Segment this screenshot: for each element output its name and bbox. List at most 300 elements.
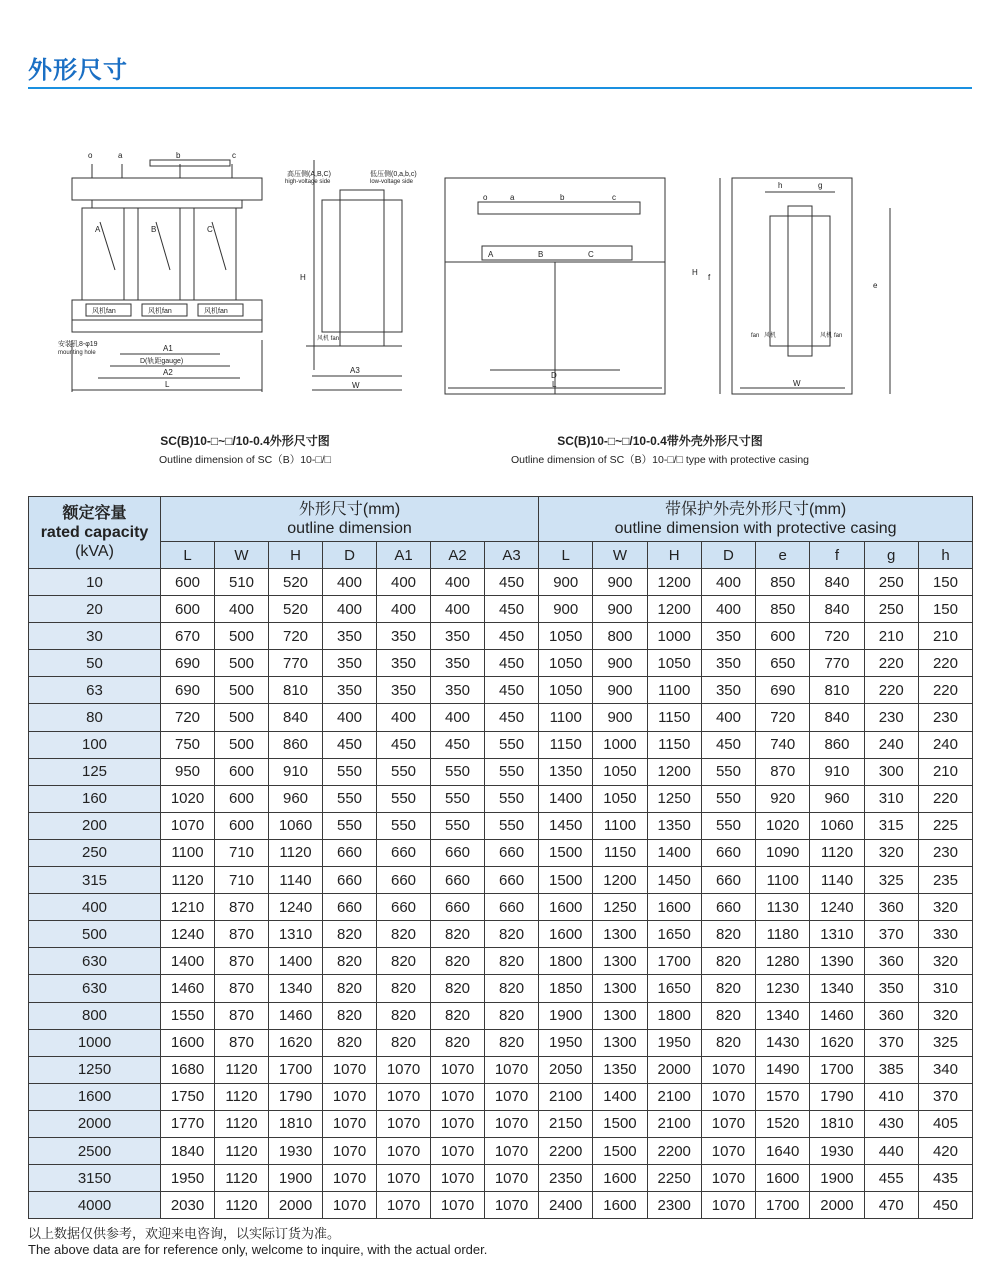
- dimension-cell: 360: [864, 948, 918, 975]
- table-column-header-row: [29, 542, 973, 569]
- dimension-cell: 350: [323, 677, 377, 704]
- dimension-cell: 350: [377, 650, 431, 677]
- dimension-cell: 550: [431, 758, 485, 785]
- dimension-cell: 1340: [269, 975, 323, 1002]
- table-header-group-row: [29, 497, 973, 542]
- dimension-cell: 660: [323, 839, 377, 866]
- capacity-cell: 4000: [29, 1192, 161, 1219]
- side-view-labels: [285, 169, 417, 390]
- capacity-cell: 30: [29, 623, 161, 650]
- dimension-cell: 870: [215, 975, 269, 1002]
- dimension-cell: 220: [864, 650, 918, 677]
- dimension-cell: 1090: [756, 839, 810, 866]
- dimension-cell: 450: [485, 704, 539, 731]
- capacity-cell: 125: [29, 758, 161, 785]
- dimension-cell: 870: [215, 921, 269, 948]
- dimension-cell: 510: [215, 569, 269, 596]
- dimension-cell: 370: [918, 1083, 972, 1110]
- dimension-cell: 820: [485, 921, 539, 948]
- dimension-cell: 315: [864, 812, 918, 839]
- dimension-cell: 870: [215, 948, 269, 975]
- dimension-cell: 250: [864, 569, 918, 596]
- dimension-cell: 960: [269, 785, 323, 812]
- dimension-cell: 1070: [701, 1165, 755, 1192]
- dimension-cell: 1070: [323, 1110, 377, 1137]
- dimension-cell: 820: [701, 1029, 755, 1056]
- dimension-cell: 2000: [810, 1192, 864, 1219]
- capacity-cell: 200: [29, 812, 161, 839]
- table-row: [29, 569, 973, 596]
- dimension-cell: 660: [485, 839, 539, 866]
- dimension-cell: 1900: [269, 1165, 323, 1192]
- dimension-cell: 550: [323, 812, 377, 839]
- dimension-cell: 1120: [215, 1110, 269, 1137]
- dimension-cell: 1120: [215, 1083, 269, 1110]
- dimension-cell: 900: [539, 596, 593, 623]
- dimension-cell: 1340: [810, 975, 864, 1002]
- dimension-cell: 1120: [215, 1056, 269, 1083]
- dimension-cell: 550: [431, 785, 485, 812]
- dimension-cell: 1430: [756, 1029, 810, 1056]
- dimension-cell: 550: [701, 785, 755, 812]
- column-header-outline-l: L: [161, 542, 215, 569]
- casing-label-fan-right: fan: [834, 333, 843, 339]
- dimension-cell: 450: [701, 731, 755, 758]
- capacity-cell: 2000: [29, 1110, 161, 1137]
- outline-dimension-header: [161, 497, 539, 542]
- dimension-cell: 1300: [593, 975, 647, 1002]
- dimension-cell: 2000: [647, 1056, 701, 1083]
- capacity-cell: 80: [29, 704, 161, 731]
- footnote: [28, 1226, 487, 1258]
- dimension-cell: 350: [377, 677, 431, 704]
- dimension-cell: 810: [810, 677, 864, 704]
- dimension-cell: 1070: [485, 1056, 539, 1083]
- dimension-cell: 740: [756, 731, 810, 758]
- dimension-cell: 400: [377, 704, 431, 731]
- dimension-cell: 550: [701, 812, 755, 839]
- dimension-cell: 300: [864, 758, 918, 785]
- dimension-cell: 600: [215, 785, 269, 812]
- casing-side-drawing: [720, 178, 890, 394]
- dimension-cell: 1070: [377, 1137, 431, 1164]
- dimension-cell: 520: [269, 596, 323, 623]
- table-row: [29, 812, 973, 839]
- dimension-cell: 660: [431, 894, 485, 921]
- dimension-cell: 1070: [377, 1192, 431, 1219]
- dimension-cell: 2350: [539, 1165, 593, 1192]
- dimension-cell: 1810: [810, 1110, 864, 1137]
- dimension-cell: 1050: [593, 785, 647, 812]
- dimension-cell: 720: [810, 623, 864, 650]
- dimension-cell: 1050: [539, 623, 593, 650]
- dimension-cell: 1900: [539, 1002, 593, 1029]
- dimension-cell: 820: [485, 1029, 539, 1056]
- label-a1: A1: [163, 344, 173, 353]
- dimension-cell: 870: [215, 1029, 269, 1056]
- dimension-cell: 1050: [539, 650, 593, 677]
- dimension-cell: 2150: [539, 1110, 593, 1137]
- label-c: c: [232, 151, 236, 160]
- dimension-cell: 1070: [431, 1137, 485, 1164]
- dimension-cell: 600: [215, 758, 269, 785]
- dimension-cell: 1600: [647, 894, 701, 921]
- dimension-cell: 1000: [593, 731, 647, 758]
- table-row: [29, 1110, 973, 1137]
- column-header-casing-d: D: [701, 542, 755, 569]
- table-row: [29, 867, 973, 894]
- dimension-cell: 1550: [161, 1002, 215, 1029]
- dimension-cell: 350: [701, 623, 755, 650]
- dimension-cell: 910: [810, 758, 864, 785]
- capacity-header-cn: 额定容量: [62, 505, 127, 522]
- dimension-cell: 1070: [431, 1056, 485, 1083]
- dimension-cell: 1460: [269, 1002, 323, 1029]
- casing-label-fan-left: fan: [751, 333, 760, 339]
- dimension-cell: 1100: [161, 839, 215, 866]
- dimension-cell: 860: [810, 731, 864, 758]
- dimension-cell: 1120: [215, 1137, 269, 1164]
- dimension-cell: 690: [756, 677, 810, 704]
- dimension-cell: 720: [269, 623, 323, 650]
- dimension-cell: 1640: [756, 1137, 810, 1164]
- dimension-cell: 1490: [756, 1056, 810, 1083]
- dimension-cell: 900: [593, 677, 647, 704]
- casing-label-d: D: [551, 371, 557, 380]
- dimension-cell: 320: [918, 948, 972, 975]
- dimension-cell: 710: [215, 867, 269, 894]
- dimension-cell: 720: [756, 704, 810, 731]
- outline-drawings: [0, 140, 1000, 470]
- dimension-cell: 150: [918, 596, 972, 623]
- dimension-cell: 660: [485, 894, 539, 921]
- dimension-cell: 1500: [593, 1137, 647, 1164]
- dimension-cell: 550: [323, 758, 377, 785]
- dimension-cell: 1200: [647, 569, 701, 596]
- dimension-cell: 1350: [647, 812, 701, 839]
- dimension-cell: 1120: [810, 839, 864, 866]
- dimension-cell: 220: [918, 650, 972, 677]
- dimension-cell: 1070: [701, 1110, 755, 1137]
- dimension-cell: 1200: [647, 596, 701, 623]
- table-row: [29, 1165, 973, 1192]
- dimension-cell: 600: [161, 596, 215, 623]
- dimension-cell: 1120: [215, 1192, 269, 1219]
- dimension-cell: 2250: [647, 1165, 701, 1192]
- dimension-cell: 820: [377, 921, 431, 948]
- label-hv-side: 高压侧(A,B,C): [287, 171, 331, 178]
- dimension-cell: 310: [864, 785, 918, 812]
- label-b: b: [176, 151, 181, 160]
- dimension-cell: 1770: [161, 1110, 215, 1137]
- dimension-cell: 800: [593, 623, 647, 650]
- dimension-cell: 1200: [647, 758, 701, 785]
- dimension-cell: 1300: [593, 948, 647, 975]
- dimension-cell: 660: [431, 839, 485, 866]
- right-caption-cn: SC(B)10-□~□/10-0.4带外壳外形尺寸图: [557, 434, 763, 448]
- dimension-cell: 450: [485, 569, 539, 596]
- capacity-cell: 630: [29, 975, 161, 1002]
- dimension-cell: 820: [323, 1002, 377, 1029]
- dimension-cell: 820: [323, 975, 377, 1002]
- dimension-cell: 840: [810, 569, 864, 596]
- table-row: [29, 623, 973, 650]
- capacity-cell: 800: [29, 1002, 161, 1029]
- dimension-cell: 650: [756, 650, 810, 677]
- dimension-cell: 1070: [377, 1056, 431, 1083]
- label-l: L: [165, 380, 170, 389]
- capacity-cell: 400: [29, 894, 161, 921]
- label-mount-hole: 安装孔8-φ19: [58, 341, 98, 348]
- casing-label-phase-c: C: [588, 250, 594, 259]
- dimension-cell: 1070: [323, 1083, 377, 1110]
- dimension-cell: 660: [377, 894, 431, 921]
- dimension-cell: 660: [701, 894, 755, 921]
- dimension-cell: 820: [701, 921, 755, 948]
- dimension-cell: 310: [918, 975, 972, 1002]
- dimension-cell: 1620: [269, 1029, 323, 1056]
- dimension-cell: 400: [323, 596, 377, 623]
- dimension-cell: 210: [918, 623, 972, 650]
- dimension-cell: 840: [810, 596, 864, 623]
- table-row: [29, 785, 973, 812]
- table-row: [29, 1192, 973, 1219]
- label-fan-side: 风机 fan: [317, 336, 340, 342]
- dimension-cell: 600: [215, 812, 269, 839]
- label-phase-c: C: [207, 225, 213, 234]
- dimension-cell: 810: [269, 677, 323, 704]
- dimension-cell: 2100: [647, 1083, 701, 1110]
- dimension-cell: 1800: [539, 948, 593, 975]
- dimension-cell: 400: [377, 569, 431, 596]
- dimension-cell: 1060: [269, 812, 323, 839]
- table-row: [29, 894, 973, 921]
- dimension-cell: 1240: [269, 894, 323, 921]
- dimension-cell: 1310: [269, 921, 323, 948]
- capacity-cell: 315: [29, 867, 161, 894]
- dimension-cell: 1680: [161, 1056, 215, 1083]
- dimension-cell: 660: [377, 839, 431, 866]
- capacity-header-unit: (kVA): [75, 543, 114, 560]
- dimension-cell: 1250: [647, 785, 701, 812]
- table-row: [29, 921, 973, 948]
- dimension-cell: 1070: [485, 1110, 539, 1137]
- capacity-cell: 1250: [29, 1056, 161, 1083]
- dimension-cell: 1210: [161, 894, 215, 921]
- dimension-cell: 1070: [701, 1192, 755, 1219]
- dimension-cell: 1070: [323, 1165, 377, 1192]
- dimension-cell: 1070: [485, 1192, 539, 1219]
- dimension-cell: 520: [269, 569, 323, 596]
- dimension-cell: 600: [161, 569, 215, 596]
- dimension-cell: 1930: [269, 1137, 323, 1164]
- dimension-cell: 1050: [647, 650, 701, 677]
- outline-dimension-header-cn: 外形尺寸(mm): [298, 501, 401, 518]
- label-fan-3: 风机fan: [204, 308, 228, 315]
- dimension-cell: 240: [918, 731, 972, 758]
- dimension-cell: 400: [431, 704, 485, 731]
- dimension-cell: 220: [864, 677, 918, 704]
- dimension-cell: 1300: [593, 1029, 647, 1056]
- dimension-cell: 660: [323, 867, 377, 894]
- dimension-cell: 1150: [647, 731, 701, 758]
- dimension-cell: 1300: [593, 921, 647, 948]
- dimension-cell: 1070: [701, 1083, 755, 1110]
- dimension-cell: 1570: [756, 1083, 810, 1110]
- dimension-cell: 1500: [539, 867, 593, 894]
- dimension-cell: 660: [377, 867, 431, 894]
- dimension-cell: 225: [918, 812, 972, 839]
- dimension-cell: 1750: [161, 1083, 215, 1110]
- dimension-cell: 400: [323, 704, 377, 731]
- label-a2: A2: [163, 368, 173, 377]
- dimension-cell: 900: [593, 704, 647, 731]
- dimension-cell: 210: [864, 623, 918, 650]
- dimension-cell: 1310: [810, 921, 864, 948]
- dimension-cell: 1050: [539, 677, 593, 704]
- capacity-cell: 63: [29, 677, 161, 704]
- label-lv-side-en: low-voltage side: [370, 179, 414, 185]
- table-row: [29, 731, 973, 758]
- table-row: [29, 650, 973, 677]
- label-hv-side-en: high-voltage side: [285, 179, 331, 185]
- dimension-cell: 1070: [323, 1137, 377, 1164]
- dimension-cell: 360: [864, 1002, 918, 1029]
- table-row: [29, 1056, 973, 1083]
- dimension-cell: 1300: [593, 1002, 647, 1029]
- dimension-cell: 820: [701, 975, 755, 1002]
- casing-front-labels: [483, 193, 616, 389]
- front-view-labels: [58, 151, 236, 389]
- dimension-cell: 440: [864, 1137, 918, 1164]
- dimension-cell: 1180: [756, 921, 810, 948]
- dimension-cell: 350: [701, 650, 755, 677]
- dimension-cell: 770: [269, 650, 323, 677]
- dimension-cell: 820: [323, 921, 377, 948]
- column-header-outline-h: H: [269, 542, 323, 569]
- capacity-cell: 3150: [29, 1165, 161, 1192]
- dimension-cell: 1150: [647, 704, 701, 731]
- dimension-cell: 1070: [377, 1083, 431, 1110]
- dimension-cell: 350: [323, 650, 377, 677]
- dimension-cell: 900: [593, 650, 647, 677]
- dimension-cell: 820: [377, 975, 431, 1002]
- dimension-cell: 900: [593, 569, 647, 596]
- column-header-outline-a1: A1: [377, 542, 431, 569]
- dimension-cell: 210: [918, 758, 972, 785]
- dimension-cell: 330: [918, 921, 972, 948]
- label-fan-1: 风机fan: [92, 308, 116, 315]
- dimension-cell: 350: [431, 677, 485, 704]
- dimension-cell: 550: [485, 758, 539, 785]
- capacity-cell: 2500: [29, 1137, 161, 1164]
- dimension-cell: 660: [701, 867, 755, 894]
- dimension-cell: 660: [701, 839, 755, 866]
- dimension-cell: 450: [485, 623, 539, 650]
- label-lv-side: 低压侧(0,a,b,c): [370, 171, 417, 178]
- dimension-cell: 1790: [269, 1083, 323, 1110]
- dimension-cell: 1400: [647, 839, 701, 866]
- dimension-cell: 1240: [810, 894, 864, 921]
- dimension-cell: 1800: [647, 1002, 701, 1029]
- dimension-cell: 1070: [323, 1192, 377, 1219]
- table-row: [29, 677, 973, 704]
- dimension-cell: 1070: [431, 1192, 485, 1219]
- dimension-cell: 1700: [647, 948, 701, 975]
- dimension-cell: 350: [701, 677, 755, 704]
- dimension-cell: 850: [756, 569, 810, 596]
- dimension-cell: 1070: [377, 1110, 431, 1137]
- dimension-cell: 400: [701, 596, 755, 623]
- table-row: [29, 1083, 973, 1110]
- dimension-cell: 900: [539, 569, 593, 596]
- dimension-cell: 230: [918, 704, 972, 731]
- dimension-cell: 820: [431, 921, 485, 948]
- dimension-cell: 220: [918, 785, 972, 812]
- dimension-cell: 370: [864, 1029, 918, 1056]
- dimension-cell: 1070: [431, 1110, 485, 1137]
- dimension-cell: 1400: [269, 948, 323, 975]
- dimension-cell: 400: [701, 569, 755, 596]
- dimension-cell: 400: [215, 596, 269, 623]
- casing-label-fan-cn-right: 风机: [820, 333, 833, 339]
- dimension-cell: 870: [215, 1002, 269, 1029]
- side-view-drawing: [306, 160, 402, 390]
- table-row: [29, 1029, 973, 1056]
- dimension-cell: 500: [215, 704, 269, 731]
- dimension-cell: 820: [431, 975, 485, 1002]
- dimension-cell: 240: [864, 731, 918, 758]
- dimension-cell: 870: [756, 758, 810, 785]
- label-w: W: [352, 381, 360, 390]
- dimension-cell: 2050: [539, 1056, 593, 1083]
- dimension-cell: 1600: [539, 921, 593, 948]
- dimension-cell: 820: [431, 948, 485, 975]
- footnote-en: The above data are for reference only, welcome to inquire, with the actual order.: [28, 1242, 488, 1257]
- right-caption-en: Outline dimension of SC（B）10-□/□ type with protective casing: [510, 454, 810, 466]
- dimension-cell: 820: [431, 1002, 485, 1029]
- dimension-cell: 1070: [485, 1083, 539, 1110]
- dimension-cell: 430: [864, 1110, 918, 1137]
- dimension-cell: 1850: [539, 975, 593, 1002]
- dimension-cell: 450: [918, 1192, 972, 1219]
- label-a: a: [118, 151, 123, 160]
- dimension-cell: 1100: [539, 704, 593, 731]
- dimension-cell: 230: [918, 839, 972, 866]
- dimension-cell: 550: [431, 812, 485, 839]
- dimension-cell: 360: [864, 894, 918, 921]
- table-row: [29, 839, 973, 866]
- dimension-cell: 750: [161, 731, 215, 758]
- capacity-header: [29, 497, 161, 569]
- dimension-cell: 1400: [161, 948, 215, 975]
- capacity-cell: 500: [29, 921, 161, 948]
- dimension-cell: 1600: [161, 1029, 215, 1056]
- dimension-cell: 670: [161, 623, 215, 650]
- dimension-cell: 820: [377, 1029, 431, 1056]
- label-o: o: [88, 151, 93, 160]
- dimension-cell: 500: [215, 677, 269, 704]
- dimension-cell: 1120: [161, 867, 215, 894]
- dimension-cell: 710: [215, 839, 269, 866]
- dimension-cell: 1120: [269, 839, 323, 866]
- dimension-cell: 1450: [647, 867, 701, 894]
- dimension-cell: 2400: [539, 1192, 593, 1219]
- dimension-cell: 400: [701, 704, 755, 731]
- dimension-cell: 1950: [647, 1029, 701, 1056]
- dimension-cell: 820: [377, 948, 431, 975]
- dimension-cell: 1600: [593, 1165, 647, 1192]
